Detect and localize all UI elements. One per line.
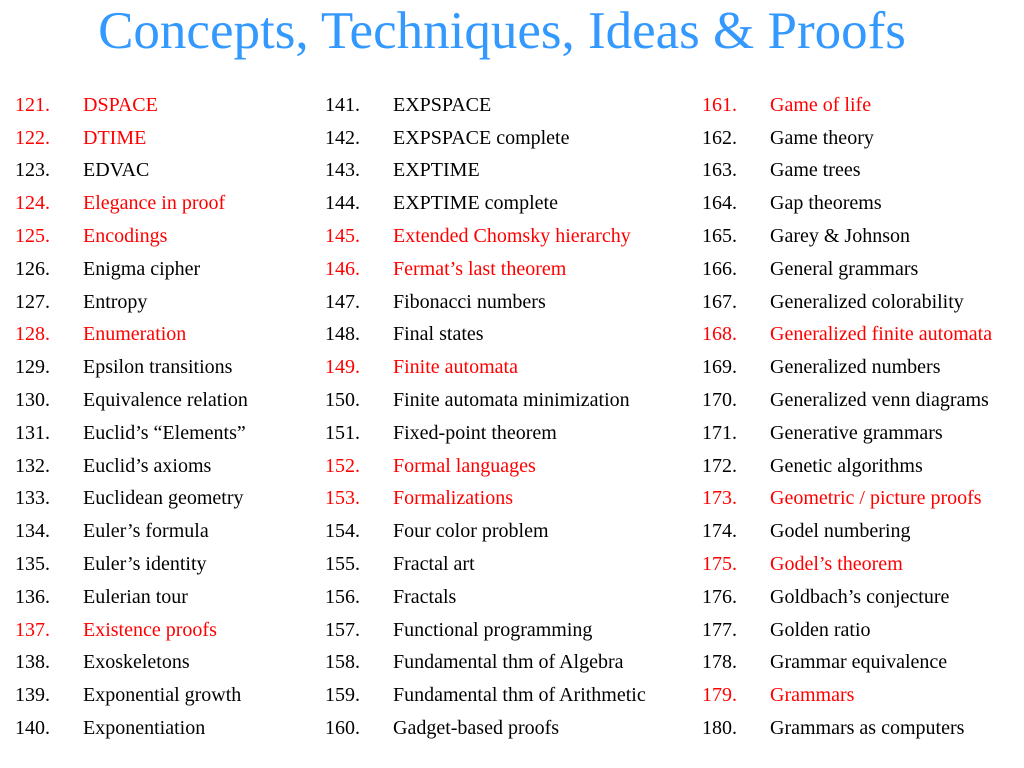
item-label: Generative grammars [770, 421, 943, 444]
item-label: Elegance in proof [83, 192, 226, 215]
item-label: Game of life [770, 93, 872, 116]
item-number: 174. [702, 520, 737, 543]
item-number: 127. [15, 290, 50, 313]
list-item [15, 450, 248, 483]
item-number: 159. [325, 684, 360, 707]
item-number: 134. [15, 520, 50, 543]
item-label: Fermat’s last theorem [393, 257, 567, 280]
list-item [325, 319, 646, 352]
item-label: Game trees [770, 159, 861, 182]
item-label: EXPTIME [393, 159, 480, 182]
item-label: Fundamental thm of Algebra [393, 651, 624, 674]
list-item [15, 384, 248, 417]
item-label: Formal languages [393, 454, 536, 477]
list-item [325, 89, 646, 122]
list-item [15, 155, 248, 188]
item-label: Euler’s identity [83, 553, 207, 576]
item-number: 166. [702, 257, 737, 280]
item-label: Generalized venn diagrams [770, 389, 989, 412]
item-number: 169. [702, 356, 737, 379]
list-item [15, 89, 248, 122]
list-item [325, 581, 646, 614]
list-item [15, 319, 248, 352]
list-item [325, 286, 646, 319]
list-item [702, 515, 992, 548]
item-label: Finite automata minimization [393, 389, 630, 412]
list-item [15, 647, 248, 680]
item-number: 161. [702, 93, 737, 116]
item-label: Genetic algorithms [770, 454, 923, 477]
item-number: 138. [15, 651, 50, 674]
item-label: Grammars as computers [770, 717, 965, 740]
list-item [325, 155, 646, 188]
item-label: Enigma cipher [83, 257, 201, 280]
item-number: 146. [325, 257, 360, 280]
item-number: 131. [15, 421, 50, 444]
item-label: Geometric / picture proofs [770, 487, 982, 510]
item-label: Equivalence relation [83, 389, 248, 412]
item-number: 144. [325, 192, 360, 215]
list-item [325, 614, 646, 647]
item-label: Epsilon transitions [83, 356, 233, 379]
item-label: Final states [393, 323, 484, 346]
item-label: Encodings [83, 225, 168, 248]
item-label: Euler’s formula [83, 520, 209, 543]
item-label: Eulerian tour [83, 585, 188, 608]
item-number: 136. [15, 585, 50, 608]
list-item [325, 712, 646, 745]
list-item [15, 417, 248, 450]
list-item [15, 351, 248, 384]
list-item [325, 384, 646, 417]
item-number: 129. [15, 356, 50, 379]
item-number: 157. [325, 618, 360, 641]
item-label: Fibonacci numbers [393, 290, 546, 313]
item-number: 140. [15, 717, 50, 740]
item-label: Existence proofs [83, 618, 217, 641]
list-item [15, 712, 248, 745]
item-label: Four color problem [393, 520, 549, 543]
item-label: Euclid’s “Elements” [83, 421, 246, 444]
item-label: Grammars [770, 684, 855, 707]
item-number: 143. [325, 159, 360, 182]
item-label: EXPSPACE complete [393, 126, 570, 149]
item-number: 167. [702, 290, 737, 313]
item-label: Euclidean geometry [83, 487, 244, 510]
item-number: 141. [325, 93, 360, 116]
item-label: Godel’s theorem [770, 553, 903, 576]
list-item [702, 647, 992, 680]
item-number: 122. [15, 126, 50, 149]
item-number: 128. [15, 323, 50, 346]
item-number: 155. [325, 553, 360, 576]
item-number: 163. [702, 159, 737, 182]
item-number: 133. [15, 487, 50, 510]
item-number: 179. [702, 684, 737, 707]
item-number: 132. [15, 454, 50, 477]
item-label: Exoskeletons [83, 651, 190, 674]
list-item [325, 548, 646, 581]
list-item [325, 679, 646, 712]
list-item [702, 417, 992, 450]
list-item [702, 712, 992, 745]
item-label: Entropy [83, 290, 148, 313]
list-item [325, 450, 646, 483]
list-item [702, 351, 992, 384]
list-item [702, 253, 992, 286]
list-item [702, 155, 992, 188]
item-label: Fixed-point theorem [393, 421, 557, 444]
list-item [325, 220, 646, 253]
list-item [702, 122, 992, 155]
item-label: Garey & Johnson [770, 225, 910, 248]
list-item [702, 614, 992, 647]
list-item [15, 679, 248, 712]
item-label: Generalized colorability [770, 290, 964, 313]
list-item [702, 286, 992, 319]
item-label: Goldbach’s conjecture [770, 585, 950, 608]
item-label: Gadget-based proofs [393, 717, 560, 740]
concept-column-3 [702, 89, 992, 745]
item-number: 176. [702, 585, 737, 608]
item-label: Extended Chomsky hierarchy [393, 225, 631, 248]
item-number: 164. [702, 192, 737, 215]
item-number: 135. [15, 553, 50, 576]
item-number: 170. [702, 389, 737, 412]
item-label: Gap theorems [770, 192, 882, 215]
list-item [702, 89, 992, 122]
item-number: 173. [702, 487, 737, 510]
item-number: 152. [325, 454, 360, 477]
item-label: EXPSPACE [393, 93, 492, 116]
item-number: 162. [702, 126, 737, 149]
page-title: Concepts, Techniques, Ideas & Proofs [98, 2, 906, 60]
list-item [15, 220, 248, 253]
item-label: Euclid’s axioms [83, 454, 212, 477]
list-item [15, 253, 248, 286]
item-label: Exponentiation [83, 717, 206, 740]
item-number: 147. [325, 290, 360, 313]
list-item [702, 384, 992, 417]
list-item [325, 351, 646, 384]
item-label: DTIME [83, 126, 147, 149]
item-label: Formalizations [393, 487, 513, 510]
item-number: 123. [15, 159, 50, 182]
list-item [15, 187, 248, 220]
list-item [325, 483, 646, 516]
list-item [325, 122, 646, 155]
list-item [15, 515, 248, 548]
list-item [325, 515, 646, 548]
concept-column-1 [15, 89, 248, 745]
list-item [15, 483, 248, 516]
list-item [15, 286, 248, 319]
list-item [702, 187, 992, 220]
list-item [702, 450, 992, 483]
item-label: EDVAC [83, 159, 150, 182]
item-number: 177. [702, 618, 737, 641]
item-number: 124. [15, 192, 50, 215]
list-item [15, 548, 248, 581]
item-number: 121. [15, 93, 50, 116]
item-label: Golden ratio [770, 618, 871, 641]
item-number: 125. [15, 225, 50, 248]
item-number: 158. [325, 651, 360, 674]
item-number: 126. [15, 257, 50, 280]
item-label: Generalized numbers [770, 356, 941, 379]
item-number: 148. [325, 323, 360, 346]
item-label: Finite automata [393, 356, 518, 379]
list-item [702, 548, 992, 581]
item-number: 165. [702, 225, 737, 248]
item-label: EXPTIME complete [393, 192, 558, 215]
item-label: Functional programming [393, 618, 593, 641]
list-item [702, 220, 992, 253]
item-number: 154. [325, 520, 360, 543]
item-number: 153. [325, 487, 360, 510]
item-label: Fractals [393, 585, 457, 608]
item-label: Fractal art [393, 553, 475, 576]
list-item [702, 679, 992, 712]
item-label: Exponential growth [83, 684, 242, 707]
item-number: 149. [325, 356, 360, 379]
list-item [325, 647, 646, 680]
item-number: 178. [702, 651, 737, 674]
item-number: 139. [15, 684, 50, 707]
item-number: 151. [325, 421, 360, 444]
list-item [325, 253, 646, 286]
item-number: 172. [702, 454, 737, 477]
item-label: Fundamental thm of Arithmetic [393, 684, 646, 707]
item-label: Grammar equivalence [770, 651, 948, 674]
list-item [15, 614, 248, 647]
list-item [702, 483, 992, 516]
item-label: Godel numbering [770, 520, 911, 543]
item-number: 175. [702, 553, 737, 576]
concept-column-2 [325, 89, 646, 745]
list-item [702, 581, 992, 614]
list-item [325, 417, 646, 450]
item-number: 168. [702, 323, 737, 346]
item-number: 171. [702, 421, 737, 444]
item-label: Generalized finite automata [770, 323, 993, 346]
item-label: General grammars [770, 257, 919, 280]
item-number: 142. [325, 126, 360, 149]
list-item [15, 581, 248, 614]
item-number: 160. [325, 717, 360, 740]
item-number: 150. [325, 389, 360, 412]
item-label: Game theory [770, 126, 874, 149]
item-label: Enumeration [83, 323, 187, 346]
item-number: 145. [325, 225, 360, 248]
item-number: 156. [325, 585, 360, 608]
item-label: DSPACE [83, 93, 158, 116]
item-number: 137. [15, 618, 50, 641]
item-number: 180. [702, 717, 737, 740]
list-item [325, 187, 646, 220]
list-item [15, 122, 248, 155]
list-item [702, 319, 992, 352]
item-number: 130. [15, 389, 50, 412]
